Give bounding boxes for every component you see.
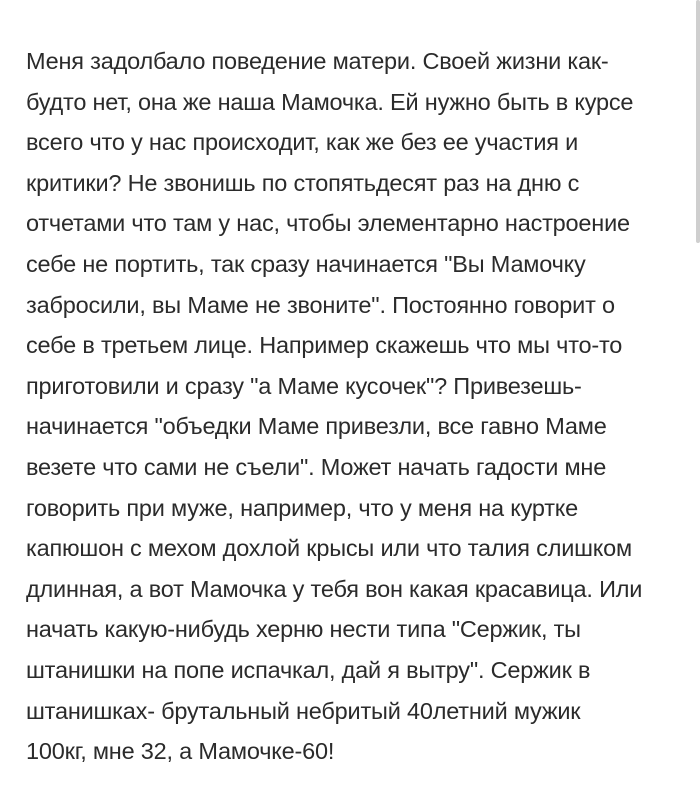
post-text-line: капюшон с мехом дохлой крысы или что талия слишком <box>26 535 632 562</box>
post-text-line: везете что сами не съели". Может начать гадости мне <box>26 453 607 480</box>
post-text-line: Меня задолбало поведение матери. Своей жизни как- <box>26 48 609 74</box>
post-text-line: приготовили и сразу "а Маме кусочек"? Привезешь- <box>26 372 582 399</box>
post-text-line: 100кг, мне 32, а Мамочке-60! <box>26 738 335 765</box>
post-text-line: будто нет, она же наша Мамочка. Ей нужно быть в курсе <box>26 88 634 115</box>
post-text-line: отчетами что там у нас, чтобы элементарно настроение <box>26 210 630 237</box>
scrollbar-thumb[interactable] <box>696 0 700 243</box>
post-text <box>26 41 686 772</box>
post-text-line: начинается "объедки Маме привезли, все гавно Маме <box>26 413 607 440</box>
post-text-line: критики? Не звонишь по стопятьдесят раз на дню с <box>26 169 580 196</box>
post-text-line: себе в третьем лице. Например скажешь что мы что-то <box>26 332 623 359</box>
post-text-line: длинная, а вот Мамочка у тебя вон какая красавица. Или <box>26 575 643 602</box>
post-text-line: себе не портить, так сразу начинается "Вы Мамочку <box>26 250 586 277</box>
post-text-line: начать какую-нибудь херню нести типа "Сержик, ты <box>26 616 581 643</box>
post-text-line: говорить при муже, например, что у меня на куртке <box>26 494 579 521</box>
post-text-line: всего что у нас происходит, как же без ее участия и <box>26 129 579 156</box>
post-text-line: штанишках- брутальный небритый 40летний мужик <box>26 697 581 724</box>
post-text-line: штанишки на попе испачкал, дай я вытру". Сержик в <box>26 656 591 683</box>
post-text-line: забросили, вы Маме не звоните". Постоянно говорит о <box>26 291 615 318</box>
